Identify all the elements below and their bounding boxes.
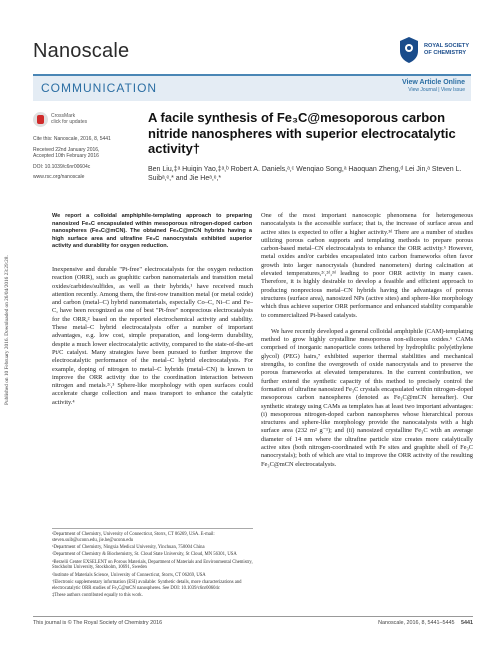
footnote: ᵃDepartment of Chemistry, University of Connecticut, Storrs, CT 06269, USA. E-mail: steven.suib@uconn.edu, jie.he@uconn.edu [52, 532, 215, 543]
abstract: We report a colloidal amphiphile-templating approach to preparing nanosized Fe₃C encapsulated within mesoporous nitrogen-doped carbon nanospheres (Fe₃C@mCN). The obtained Fe₃C@mCN hybrids having a high surface area and ultrafine Fe₃C nanocrystals exhibited superior activity and durability for oxygen reduction. [52, 213, 252, 250]
publisher-logo[interactable] [398, 30, 470, 70]
footnote: ᶜDepartment of Chemistry & Biochemistry, St. Cloud State University, St Cloud, MN 56301, USA [52, 552, 237, 558]
journal-url[interactable]: www.rsc.org/nanoscale [33, 174, 85, 181]
body-column-left [52, 266, 253, 407]
footnote: ᵉInstitute of Materials Science, University of Connecticut, Storrs, CT 06269, USA [52, 572, 206, 578]
journal-name[interactable]: Nanoscale [33, 40, 130, 62]
article-type-banner [33, 74, 471, 101]
footnote: †Electronic supplementary information (ESI) available: Synthetic details, more characterizations and electrocatalytic ORR studies of Fe₃C@mCN nanospheres. See DOI: 10.1039/c6nr00604c [52, 580, 242, 591]
article-title: A facile synthesis of Fe₃C@mesoporous carbon nitride nanospheres with superior electrocatalytic activity† [148, 110, 456, 156]
crossmark-icon [33, 112, 48, 127]
view-journal-issue-links[interactable]: View Journal | View Issue [408, 87, 465, 93]
body-column-right [261, 212, 473, 469]
crossmark-button[interactable] [33, 112, 87, 127]
crossmark-sublabel: click for updates [51, 118, 88, 125]
rsc-crest-icon [398, 36, 420, 64]
body-paragraph: One of the most important nanoscopic phenomena for heterogeneous nanocatalysts is the accessible surface; that is, the increase of surface areas and active sites is expected to offer a higher activity.³ᵈ There are a number of studies utilizing porous carbon supports and templating methods to prepare porous carbon-based metal–CN electrocatalysts to enhance the ORR activity.⁵ However, metal oxides and/or carbides encapsulated into carbon frameworks often favor growth into larger nanocrystals (hundred nanometers) during calcination at elevated temperatures,²ᶜ,²ᵈ,³ᵈ leading to poor ORR activity in many cases. Therefore, it is highly desirable to develop a feasible and efficient approach to producing nonprecious metal–CN hybrids having the advantages of porous structures (surface area), nanosized NPs (active sites) and sphere-like morphology which thus achieve superior ORR performance and enhanced stability comparable to commercialized Pt-based catalysts. [261, 212, 473, 319]
download-notice: Published on 10 February 2016. Downloaded on 26/04/2016 23:29:28. [4, 255, 10, 405]
article-metadata [33, 136, 133, 181]
crossmark-label: CrossMark [51, 112, 76, 119]
logo-line-2: OF CHEMISTRY [424, 50, 467, 56]
accepted-date: Accepted 10th February 2016 [33, 153, 99, 160]
journal-citation: Nanoscale, 2016, 8, 5441–5445 [378, 620, 455, 626]
footnotes [52, 528, 253, 600]
doi[interactable]: DOI: 10.1039/c6nr00604c [33, 163, 91, 170]
logo-line-1: ROYAL SOCIETY [424, 43, 470, 49]
footnote: ‡These authors contributed equally to this work. [52, 593, 143, 599]
citation: Cite this: Nanoscale, 2016, 8, 5441 [33, 136, 111, 142]
copyright-notice: This journal is © The Royal Society of Chemistry 2016 [33, 620, 163, 626]
article-type: COMMUNICATION [41, 81, 158, 95]
author-list: Ben Liu,‡ᵃ Huiqin Yao,‡ᵃ,ᵇ Robert A. Daniels,ᵃ,ᶜ Wenqiao Song,ᵃ Haoquan Zheng,ᵈ Lei Jin,ᵃ Steven L. Suibᵃ,ᵉ,* and Jie Heᵃ,ᵉ,* [148, 166, 462, 182]
page-footer [33, 616, 473, 626]
received-date: Received 22nd January 2016, [33, 146, 100, 153]
page-number: 5441 [461, 620, 473, 626]
body-paragraph: We have recently developed a general colloidal amphiphile (CAM)-templating method to grow highly crystalline mesoporous non-siliceous oxides.⁶ CAMs comprised of inorganic nanoparticle cores tethered by hydrophilic poly(ethylene glycol) (PEG) hairs,⁷ exhibited superior thermal stabilities and mechanical strengths, to confine the overgrowth of oxide nanocrystals and to preserve the porous frameworks at elevated temperatures. In the current contribution, we further extend the synthetic capacity of this method to precisely control the formation of ultrafine nanosized Fe₃C crystals encapsulated within nitrogen-doped mesoporous carbon nanospheres (denoted as Fe₃C@mCN hereafter). Our synthetic strategy using CAMs as templates has at least two important advantages: (i) mesoporous nitrogen-doped carbon nanospheres whose hierarchical porous structures and sphere-like morphology provide the nanocatalysts with a high surface area (232 m² g⁻¹); and (ii) nanosized crystalline Fe₃C with an average diameter of 14 nm where the ultrafine particle size creates more catalytically active sites (both nitrogen-coordinated with Fe sites and graphite shell of Fe₃C nanocrystals); both of which are vital to improve the ORR activity of the resulting Fe₃C@mCN electrocatalysts. [261, 327, 473, 468]
footnote: ᵇDepartment of Chemistry, Ningxia Medical University, Yinchuan, 750004 China [52, 545, 205, 551]
footnote: ᵈBerzelii Center EXSELENT on Porous Materials, Department of Materials and Environmental Chemistry, Stockholm University, Stockholm, 10691, Sweden [52, 559, 253, 571]
body-paragraph: Inexpensive and durable "Pt-free" electrocatalysts for the oxygen reduction reaction (ORR), such as graphitic carbon nanomaterials and transition metal oxides/carbides/sulfides, as well as their hybrids,¹ have received much attention recently. Among them, the first-row transition metal (or metal oxide) and carbon (metal–C) hybrid nanomaterials, especially Co–C, Ni–C and Fe–C, have been recognized as one of best "Pt-free" nonprecious electrocatalysts for the ORR,² based on the reported electrochemical activity and stability. These metal–C hybrid electrocatalysts offer a number of important advantages, e.g. low cost, simple preparation, and long-term durability, despite a much lower electrocatalytic activity, compared to the state-of-the-art Pt/C catalyst. Many strategies have been pursued to further improve the electrocatalytic performance of the metal–C hybrid electrocatalysts. For example, doping of nitrogen to metal–C hybrids (metal–CN) is known to improve the ORR activity due to the coordination interaction between nitrogen and metals.²ᶜ,³ Sphere-like morphology with open surfaces could accelerate charge collection and mass transport to enhance the catalytic activity.⁴ [52, 266, 253, 406]
view-article-online-link[interactable]: View Article Online [401, 79, 465, 86]
